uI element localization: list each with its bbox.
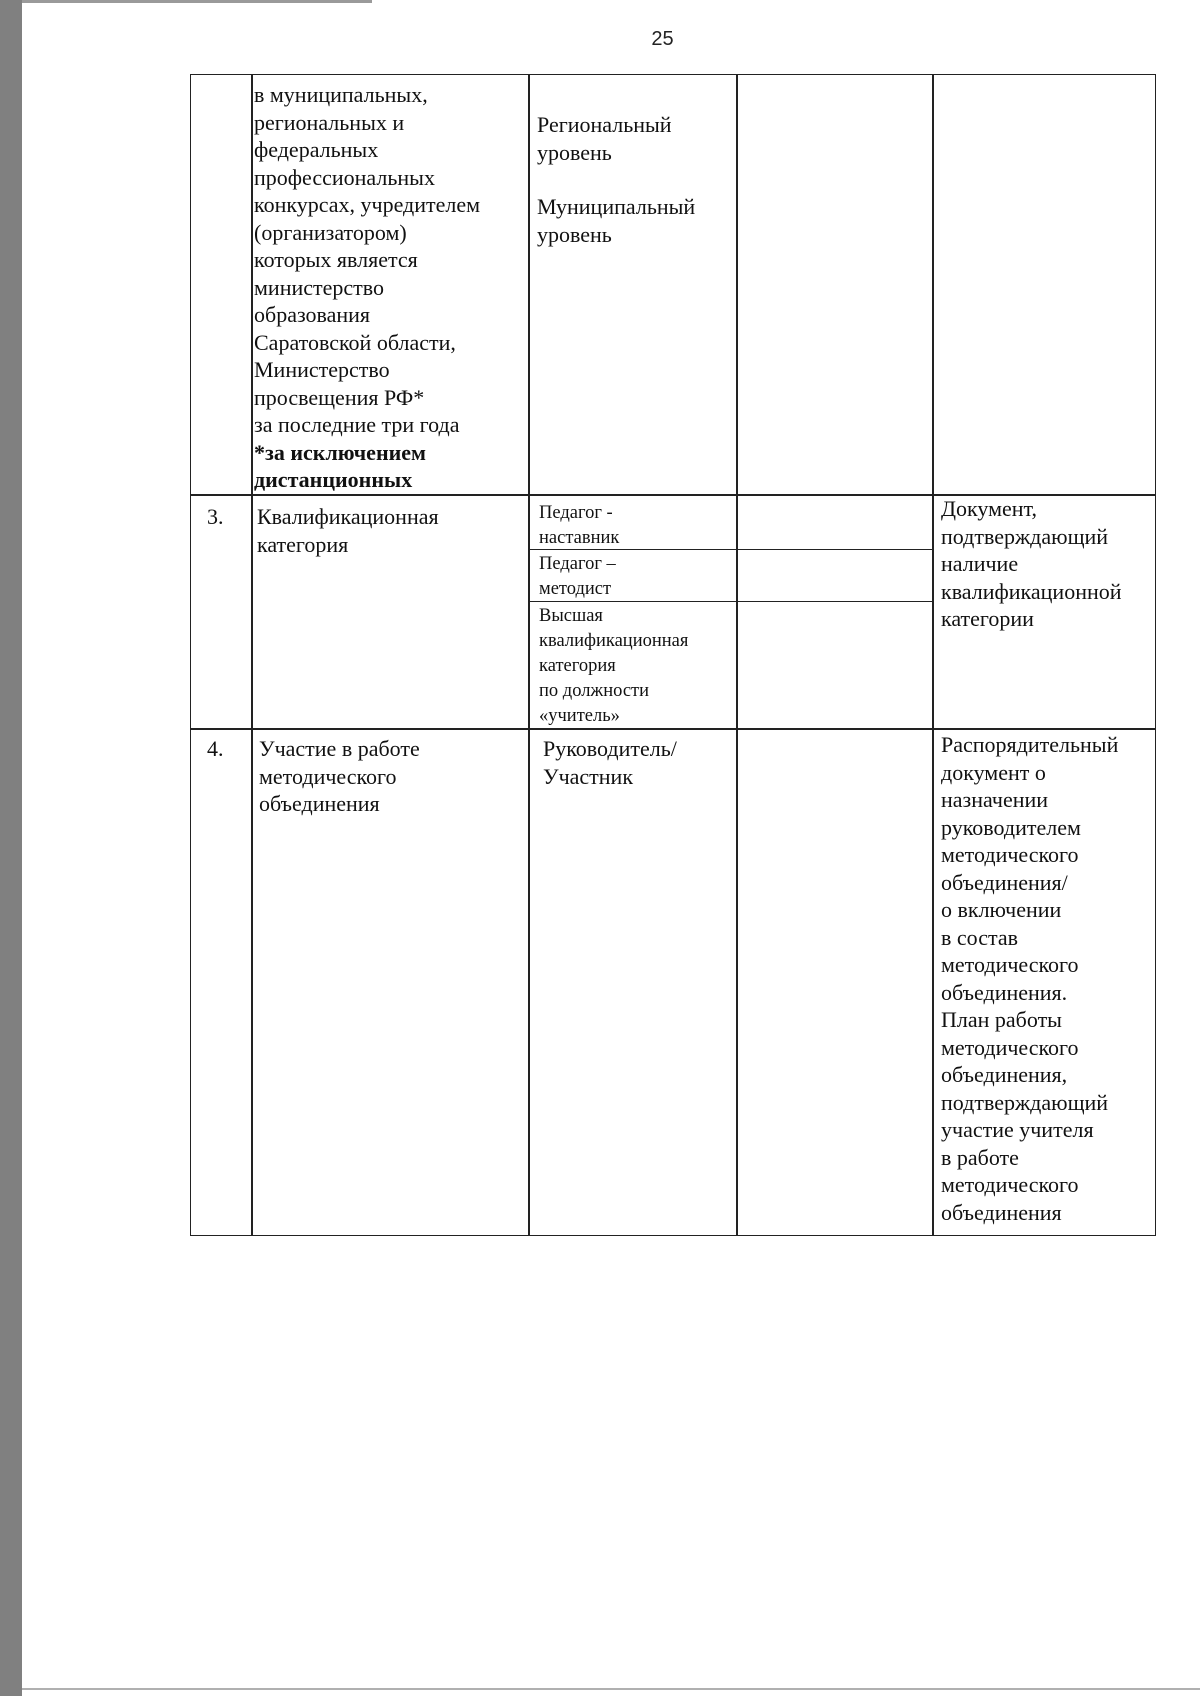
criterion-note: дистанционных <box>254 467 413 492</box>
row-number: 3. <box>207 504 224 529</box>
scan-bottom-edge <box>22 1688 1200 1690</box>
column-divider <box>736 75 738 1235</box>
level-municipal: Муниципальный уровень <box>537 194 696 247</box>
criteria-table <box>190 74 1156 1236</box>
scan-top-edge <box>22 0 372 3</box>
level-highest-category: Высшая квалификационная категория по должности «учитель» <box>539 606 689 726</box>
confirming-document: Документ, подтверждающий наличие квалификационной категории <box>941 496 1122 631</box>
level-regional: Региональный уровень <box>537 112 672 165</box>
role-text: Руководитель/ Участник <box>543 736 677 789</box>
criterion-text: в муниципальных, региональных и федеральных профессиональных конкурсах, учредителем (организатором) которых является министерство образования Саратовской области, Министерство просвещения РФ* за последние три года *за исключением дистанционных <box>254 82 481 492</box>
scan-left-margin <box>0 0 22 1696</box>
criterion-note: *за исключением <box>254 439 427 465</box>
level-mentor: Педагог - наставник <box>539 503 620 548</box>
page-number: 25 <box>651 28 674 50</box>
row-number: 4. <box>207 736 224 761</box>
confirming-document: Распорядительный документ о назначении руководителем методического объединения/ о включении в состав методического объединения. План работы методического объединения, подтверждающий участие учителя в работе методического объединения <box>941 732 1119 1225</box>
column-divider <box>528 75 530 1235</box>
criterion-text: Квалификационная категория <box>257 504 439 557</box>
column-divider <box>251 75 253 1235</box>
level-methodist: Педагог – методист <box>539 554 616 599</box>
criterion-text: Участие в работе методического объединения <box>259 736 420 816</box>
column-divider <box>932 75 934 1235</box>
